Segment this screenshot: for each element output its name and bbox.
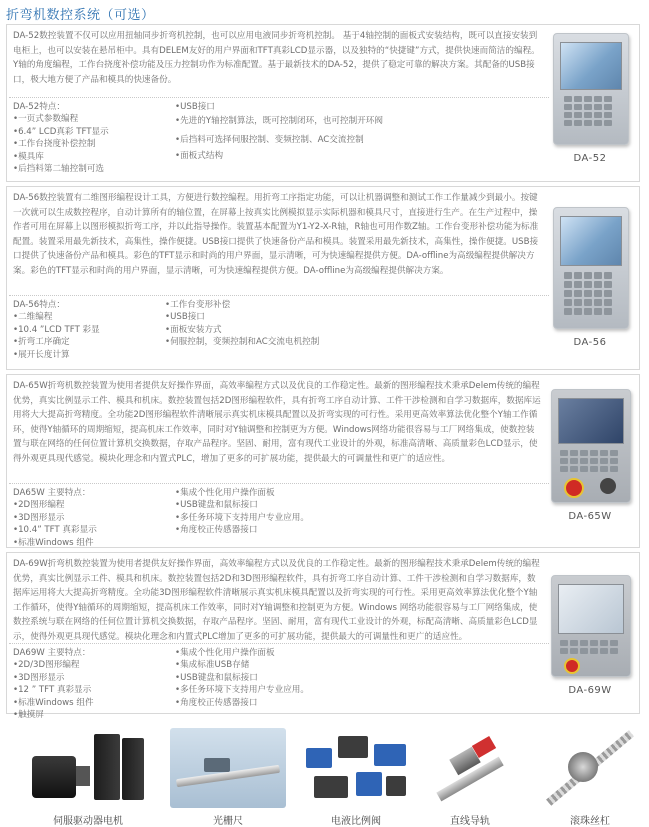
feature-item: •展开长度计算 bbox=[13, 349, 70, 360]
features-title: DA69W 主要特点： bbox=[13, 648, 91, 658]
product-description: DA-65W折弯机数控装置为使用者提供友好操作界面，高效率编程方式以及优良的工作稳定性。最新的图形编程技术秉承Delem传统的编程优势，真实比例显示工件、模具和机床。数控装置包括2D图形编程软件，具有折弯工序自动计算、工件干涉检测和自学习数据库，数据库运用将大大提高折弯精度。全功能2D图形编程软件清晰展示真实机床模具配置以及折弯实现的可行性。采用更高效率算法优化整个Y轴工作循环，使得Y轴循环的周期缩短，提高机床工作效率，同时对Y轴调整和控制更为方便。Windows网络功能很容易与工厂网络集成，使数控装置与联在网络的任何位置计算机交换数据，存取产品程序。坚固、耐用，富有现代工业设计的外观，标准高清晰、高质量彩色LCD显示，使得外观更具现代感觉。模块化理念和内置式PLC，增加了更多的可扩展功能，提供最大的可调量性和更广的适应性。 bbox=[13, 381, 541, 464]
product-description: DA-69W折弯机数控装置为使用者提供友好操作界面，高效率编程方式以及优良的工作稳定性。最新的图形编程技术秉承Delem传统的编程优势，真实比例显示工件、模具和机床。数控装置包括2D和3D图形编程软件，具有折弯工序自动计算、工件干涉检测和自学习数据库，数据库运用将大大提高折弯精度。全功能3D图形编程软件清晰展示真实机床模具配置以及折弯实现的可行性。采用更高效率算法优化整个Y轴工作循环，使得Y轴循环的周期缩短，提高机床工作效率，同时对Y轴调整和控制更为方便。Windows 网络功能很容易与工厂网络集成，使数控系统与联在网络的任何位置计算机交换数据，存取产品程序。坚固、耐用，富有现代工业设计的外观，标配高清晰、高质量彩色LCD显示，使得外观更具现代感觉。模块化理念和内置式PLC增加了更多的可扩展功能，提供最大的可调量性和更广的适应性。 bbox=[13, 559, 540, 642]
feature-item: •面板式结构 bbox=[175, 151, 224, 162]
knob-icon bbox=[600, 478, 616, 494]
product-description: DA-56数控装置有二维图形编程设计工具，方便进行数控编程。用折弯工序指定功能，可以让机器调整和测试工作工作量减少到最小。按键一次就可以生成数控程序，自动计算所有的轴位置，在屏幕上按真实比例模拟显示实际机器和模具尺寸，直接进行生产。在生产过程中，操作者可用在屏幕上以图形模拟折弯工序，并以此指导操作。装置基本配置为Y1-Y2-X-R轴，R轴也可用作数Z轴。工作台变形补偿功能为标准配置。装置采用最先新技术，高集性，操作便捷。USB接口提供了快速备份产品和模具。装置采用最先新技术，高集性，操作便捷。USB接口提供了快速备份产品和模具。彩色的TFT显示和时尚的用户界面，显示清晰，可为快速编程提供方便。DA-offline为高级编程提供解决方案。彩色的TFT显示和时尚的用户界面，显示清晰，可为快速编程提供方便。DA-offline为高级编程提供解决方案。 bbox=[13, 193, 539, 276]
controller-keypad bbox=[564, 272, 612, 315]
product-section-da56 bbox=[6, 186, 640, 370]
product-section-da52 bbox=[6, 24, 640, 182]
page-title: 折弯机数控系统（可选） bbox=[6, 8, 155, 23]
feature-item: •多任务环境下支持用户专业应用。 bbox=[175, 512, 309, 523]
ball-screw-image bbox=[542, 728, 638, 808]
feature-item: •二维编程 bbox=[13, 312, 53, 323]
feature-item: •模具库 bbox=[13, 151, 44, 162]
feature-item: •10.4” TFT 真彩显示 bbox=[13, 525, 97, 536]
feature-item: •伺服控制，变频控制和AC交流电机控制 bbox=[165, 337, 320, 348]
da52-controller-image bbox=[553, 33, 629, 145]
feature-item: •集成标准USB存储 bbox=[175, 660, 250, 671]
feature-item: •3D图形显示 bbox=[13, 672, 65, 683]
component-label: 直线导轨 bbox=[450, 816, 490, 827]
components-strip bbox=[6, 728, 640, 827]
proportional-valve-image bbox=[298, 728, 414, 808]
feature-item: •2D图形编程 bbox=[13, 500, 65, 511]
component-label: 光栅尺 bbox=[213, 816, 243, 827]
controller-keypad bbox=[560, 640, 618, 654]
feature-item: •集成个性化用户操作面板 bbox=[175, 648, 275, 658]
emergency-stop-icon bbox=[564, 478, 584, 498]
features-title: DA-52特点： bbox=[13, 102, 65, 112]
component-label: 电液比例阀 bbox=[331, 816, 381, 827]
features-title: DA65W 主要特点： bbox=[13, 488, 91, 498]
da69w-controller-image bbox=[551, 575, 631, 677]
model-label: DA-69W bbox=[568, 685, 612, 696]
product-section-da69w bbox=[6, 552, 640, 721]
features-block bbox=[9, 643, 549, 721]
controller-screen bbox=[558, 584, 624, 634]
features-block bbox=[9, 97, 549, 180]
feature-item: •后挡料第二轴控制可选 bbox=[13, 164, 105, 175]
feature-item: •USB键盘和鼠标接口 bbox=[175, 500, 258, 511]
linear-guide-image bbox=[430, 728, 510, 808]
feature-item: •USB接口 bbox=[165, 312, 205, 323]
feature-item: •一页式参数编程 bbox=[13, 114, 79, 125]
features-right-column bbox=[175, 487, 309, 537]
feature-item: •多任务环境下支持用户专业应用。 bbox=[175, 685, 309, 696]
feature-item: •后挡料可选择伺服控制、变频控制、AC交流控制 bbox=[175, 134, 364, 145]
feature-item: •集成个性化用户操作面板 bbox=[175, 488, 275, 498]
model-label: DA-56 bbox=[573, 337, 607, 348]
model-label: DA-65W bbox=[568, 511, 612, 522]
features-left-column bbox=[13, 647, 94, 721]
feature-item: •USB键盘和鼠标接口 bbox=[175, 672, 258, 683]
controller-keypad bbox=[560, 450, 618, 472]
da56-controller-image bbox=[553, 207, 629, 329]
feature-item: •触摸屏 bbox=[13, 710, 44, 721]
feature-item: •2D/3D图形编程 bbox=[13, 660, 80, 671]
controller-keypad bbox=[564, 96, 612, 126]
model-label: DA-52 bbox=[573, 153, 607, 164]
features-block bbox=[9, 483, 549, 546]
features-left-column bbox=[13, 101, 109, 175]
feature-item: •6.4” LCD真彩 TFT显示 bbox=[13, 126, 109, 137]
feature-item: •标准Windows 组件 bbox=[13, 697, 94, 708]
features-right-column bbox=[175, 101, 383, 163]
product-description: DA-52数控装置不仅可以应用扭轴同步折弯机控制，也可以应用电液同步折弯机控制。 基于4轴控制的面板式安装结构，既可以直接安装到电柜上，也可以安装在悬吊柜中。具有DELEM友好的用户界面和TFT真彩LCD显示器，以及独特的“快捷键”方式，提供快速而简洁的编程。Y轴的角度编程，工作台挠度补偿功能及压力控制功作为标准配置。基于最新技术的DA-52，提供了稳定可靠的解决方案。其配备的USB接口，极大地方便了产品和模具的快速备份。 bbox=[13, 31, 540, 85]
feature-item: •USB接口 bbox=[175, 102, 215, 112]
da65w-controller-image bbox=[551, 389, 631, 503]
feature-item: •10.4 ”LCD TFT 彩显 bbox=[13, 324, 100, 335]
feature-item: •12 ” TFT 真彩显示 bbox=[13, 685, 92, 696]
features-left-column bbox=[13, 299, 100, 361]
feature-item: •面板安装方式 bbox=[165, 324, 222, 335]
feature-item: •3D图形显示 bbox=[13, 512, 65, 523]
component-label: 滚珠丝杠 bbox=[570, 816, 610, 827]
servo-motor-image bbox=[28, 728, 148, 808]
feature-item: •工作台变形补偿 bbox=[165, 300, 231, 310]
features-right-column bbox=[175, 647, 309, 709]
feature-item: •角度校正传感器接口 bbox=[175, 525, 258, 536]
grating-ruler-image bbox=[170, 728, 286, 808]
controller-screen bbox=[560, 42, 622, 90]
feature-item: •工作台挠度补偿控制 bbox=[13, 139, 96, 150]
feature-item: •先进的Y轴控制算法，既可控制闭环，也可控制开环阀 bbox=[175, 116, 383, 127]
features-title: DA-56特点： bbox=[13, 300, 65, 310]
controller-screen bbox=[558, 398, 624, 444]
component-label: 伺服驱动器电机 bbox=[53, 816, 123, 827]
features-left-column bbox=[13, 487, 97, 549]
features-right-column bbox=[165, 299, 319, 349]
controller-screen bbox=[560, 216, 622, 266]
features-block bbox=[9, 295, 549, 368]
product-section-da65w bbox=[6, 374, 640, 548]
feature-item: •角度校正传感器接口 bbox=[175, 697, 258, 708]
emergency-stop-icon bbox=[564, 658, 580, 674]
feature-item: •标准Windows 组件 bbox=[13, 537, 94, 548]
feature-item: •折弯工序确定 bbox=[13, 337, 70, 348]
